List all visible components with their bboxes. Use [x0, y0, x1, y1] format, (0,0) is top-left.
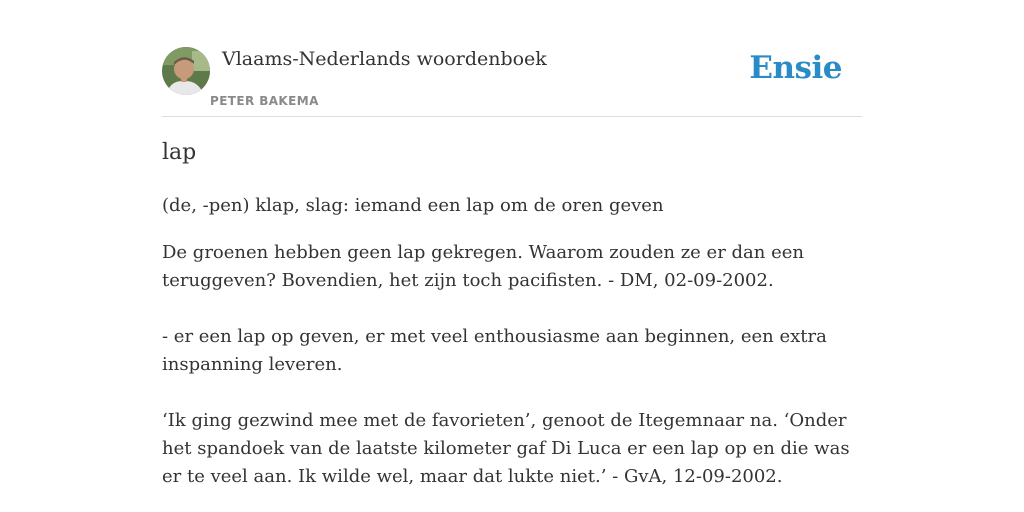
example-paragraph: - er een lap op geven, er met veel enthousiasme aan beginnen, een extra inspanning leveren.: [162, 326, 827, 375]
header: [162, 46, 862, 117]
user-photo-icon: [162, 47, 210, 95]
entry-body: [162, 192, 862, 510]
avatar[interactable]: [162, 47, 210, 95]
definition: (de, -pen) klap, slag: iemand een lap om de oren geven: [162, 195, 664, 216]
author-name[interactable]: PETER BAKEMA: [210, 94, 319, 108]
ensie-logo[interactable]: Ensie: [749, 50, 842, 86]
example-paragraph: ‘Ik ging gezwind mee met de favorieten’, genoot de Itegemnaar na. ‘Onder het spandoek van de laatste kilometer gaf Di Luca er een lap op en die was er te veel aan. Ik wilde wel, maar dat lukte niet.’ - GvA, 12-09-2002.: [162, 410, 850, 487]
dictionary-title[interactable]: Vlaams-Nederlands woordenboek: [222, 48, 547, 70]
example-paragraph: De groenen hebben geen lap gekregen. Waarom zouden ze er dan een teruggeven? Bovendien, het zijn toch pacifisten. - DM, 02-09-2002.: [162, 242, 804, 291]
headword: lap: [162, 140, 197, 165]
